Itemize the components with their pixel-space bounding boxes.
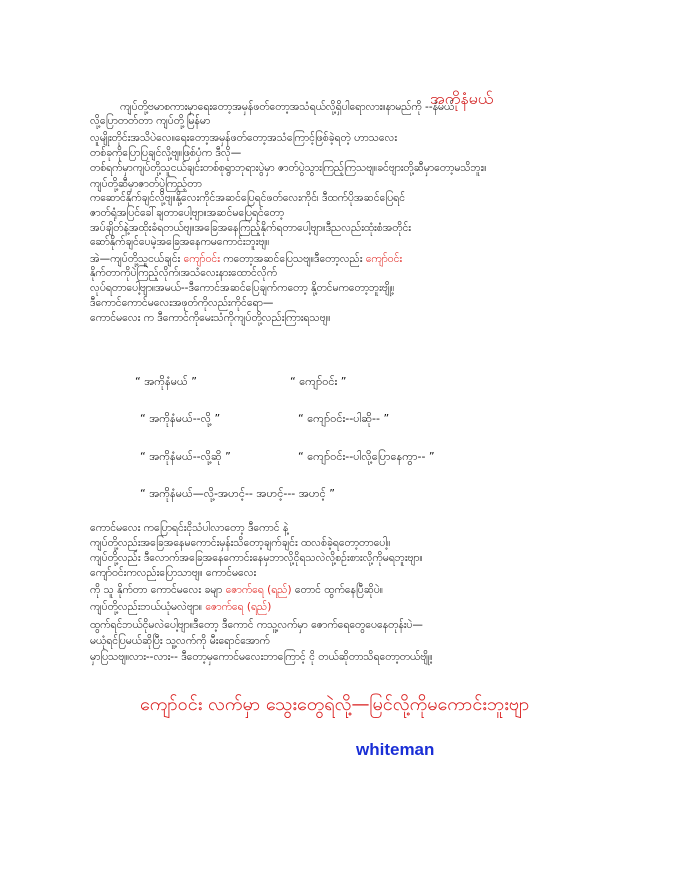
text-run: တောင် ထွက်နေပြီဆိုပဲ။ <box>291 584 383 596</box>
dialogue-girl: “ အကိုနံမယ်--လို့ ” <box>140 412 221 425</box>
text-line <box>90 266 277 280</box>
text-line <box>90 296 273 310</box>
text-run: နိုက်တာကိုပဲကြည့်လိုက်၊အသံလေးနားထောင်လိုက် <box>90 267 278 279</box>
dialogue-girl: “ အကိုနံမယ် ” <box>135 375 197 388</box>
text-line: အပ်ချိတ်နဲ့အထိုးခံရတယ်ဗျ။အခြေအနေကြည့်နိုက်ရတာပေါ့ဗျာ။ဒီညလည်းထုံးစံအတိုင်း <box>90 222 411 234</box>
text-line: ဆော်နိုက်ချင်ပေမဲ့အခြေအနေကမကောင်းဘူးဗျ။ <box>90 236 270 248</box>
text-run: မယုံရင်ပြမယ်ဆိုပြီး သူ့လက်ကို မီးရောင်အောက် <box>90 635 270 647</box>
text-run: ကျပ်တို့လည်းအခြေအနေမကောင်းမှန်းသိတော့ချက်ချင်း ထလစ်ခဲ့ရတော့တာပေါ့။ <box>90 537 391 549</box>
closing-line: ကျော်ဝင်း လက်မှာ သွေးတွေရဲလို့—မြင်လို့ကိုမကောင်းဘူးဗျာ <box>140 694 530 715</box>
text-line: တစ်ရက်မှာကျပ်တို့သူငယ်ချင်းတစ်စုရွာဘုရားပွဲမှာ ဇာတ်ပွဲသွားကြည့်ကြသဗျ။ခင်ဗျားတို့ဆီမှာတော့မသိဘူး။ <box>90 162 487 174</box>
dialogue-kyawwin: “ ကျော်ဝင်း ” <box>290 375 347 388</box>
text-line <box>90 583 383 597</box>
text-line <box>90 521 288 535</box>
dialogue-kyawwin: “ ကျော်ဝင်း--ပါဆို-- ” <box>298 412 390 425</box>
text-line <box>90 650 433 664</box>
text-line: ကျပ်တို့ဗမာစကားမှာရေးတော့အမှန်ဖတ်တော့အသံရယ်လို့ရှိပါရောလား။နာမည်ကို --နံမယ် <box>120 101 455 113</box>
text-run: ကျပ်တို့လည်း ဒီလောက်အခြေအနေကောင်းနေမှဘာလို့ငိုရသလဲလို့စဉ်းစားလို့ကိုမရဘူးဗျာ။ <box>90 552 423 564</box>
text-line: လို့ပြောတတ်တာ ကျပ်တို့မြန်မာ <box>90 115 211 127</box>
text-line <box>90 311 330 325</box>
highlighted-name: ဇောက်ရေ (ရည်) <box>205 601 272 613</box>
text-line: လူမျိုးတိုင်းအသိပဲလေ။ရေးတော့အမှန်ဖတ်တော့အသံကြောင့်ဖြစ်ခဲ့ရတဲ့ ဟာသလေး <box>90 132 398 144</box>
text-line <box>90 281 394 295</box>
text-line <box>90 252 402 266</box>
author-signature: whiteman <box>356 740 435 759</box>
text-run: ကောင်မလေး က ဒီကောင်ကိုမေးသံကိုကျပ်တို့လည်းကြားရသဗျ။ <box>90 312 331 324</box>
highlighted-name: ကျော်ဝင်း <box>183 253 220 265</box>
text-line <box>90 600 271 614</box>
highlighted-name: ဇောက်ရေ (ရည်) <box>225 584 292 596</box>
text-run: မှာပြသဗျ။လား--လား-- ဒီတော့မှကောင်မလေးဘာကြောင့် ငို တယ်ဆိုတာသိရတော့တယ်ဗျို့။ <box>90 651 433 663</box>
text-line: ကဆောင်နိုက်ချင်လို့ဗျ။နို့လေးကိုင်အဆင်ပြေရင်ဖတ်လေးကိုင်၊ ဒီထက်ပိုအဆင်ပြေရင် <box>90 192 406 204</box>
text-run: ကို သူ နိုက်တာ ကောင်မလေး ခမျာ <box>90 584 226 596</box>
text-run: အဲ—ကျပ်တို့သူငယ်ချင်း <box>90 253 184 265</box>
text-line <box>90 566 256 580</box>
dialogue-kyawwin: “ ကျော်ဝင်း--ပါလို့ပြောနေကွာ-- ” <box>298 450 435 463</box>
text-line <box>90 634 270 648</box>
text-line: တစ်ခုကိုပြောပြချင်လို့ဗျ။ဖြစ်ပုံက ဒီလို— <box>90 147 242 159</box>
text-line: ကျပ်တို့ဆီမှာဇာတ်ပွဲကြည့်တာ <box>90 178 202 190</box>
text-run: ကျော်ဝင်းကလည်းပြောသာဗျ။ ကောင်မလေး <box>90 567 257 579</box>
text-line <box>90 536 390 550</box>
text-line <box>90 551 423 565</box>
text-line: ဇာတ်ရုံအပြင်ခေါ်ချတာပေါ့ဗျာ။အဆင်မပြေရင်တော့ <box>90 207 285 219</box>
highlighted-name: ကျော်ဝင်း <box>365 253 403 265</box>
text-run: ကောင်မလေး ကပြောရင်းငိုသံပါလာတော့ ဒီကောင် နဲ့ <box>90 522 289 534</box>
text-run: ဒီကောင်ကောင်မလေးအဖုတ်ကိုလည်းကိုင်ရော— <box>90 297 274 309</box>
text-run: လုပ်ရတာပေါ့ဗျာ။အမယ်--ဒီကောင်အဆင်ပြေချက်ကတော့ နို့တင်မကတော့ဘူးဗျို့။ <box>90 282 395 294</box>
text-line <box>90 618 423 632</box>
text-run: ထွက်ရင်ဘယ်ငိုမလဲပေါ့ဗျာ။ဒီတော့ ဒီကောင် ကသူ့လက်မှာ ဇောက်ရေတွေပေနေတုန်းပဲ— <box>90 619 423 631</box>
dialogue-girl: “ အကိုနံမယ်--လို့ဆို ” <box>140 450 231 463</box>
text-run: ကတော့အဆင်ပြေသဗျ။ဒီတော့လည်း <box>219 253 366 265</box>
text-run: ကျပ်တို့လည်းဘယ်ယုံမလဲဗျာ။ <box>90 601 206 613</box>
story-title: အကိုနံမယ် <box>430 89 494 108</box>
dialogue-girl: “ အကိုနံမယ်—လို့-အဟင့်-- အဟင့်--- အဟင့် ” <box>140 487 335 500</box>
